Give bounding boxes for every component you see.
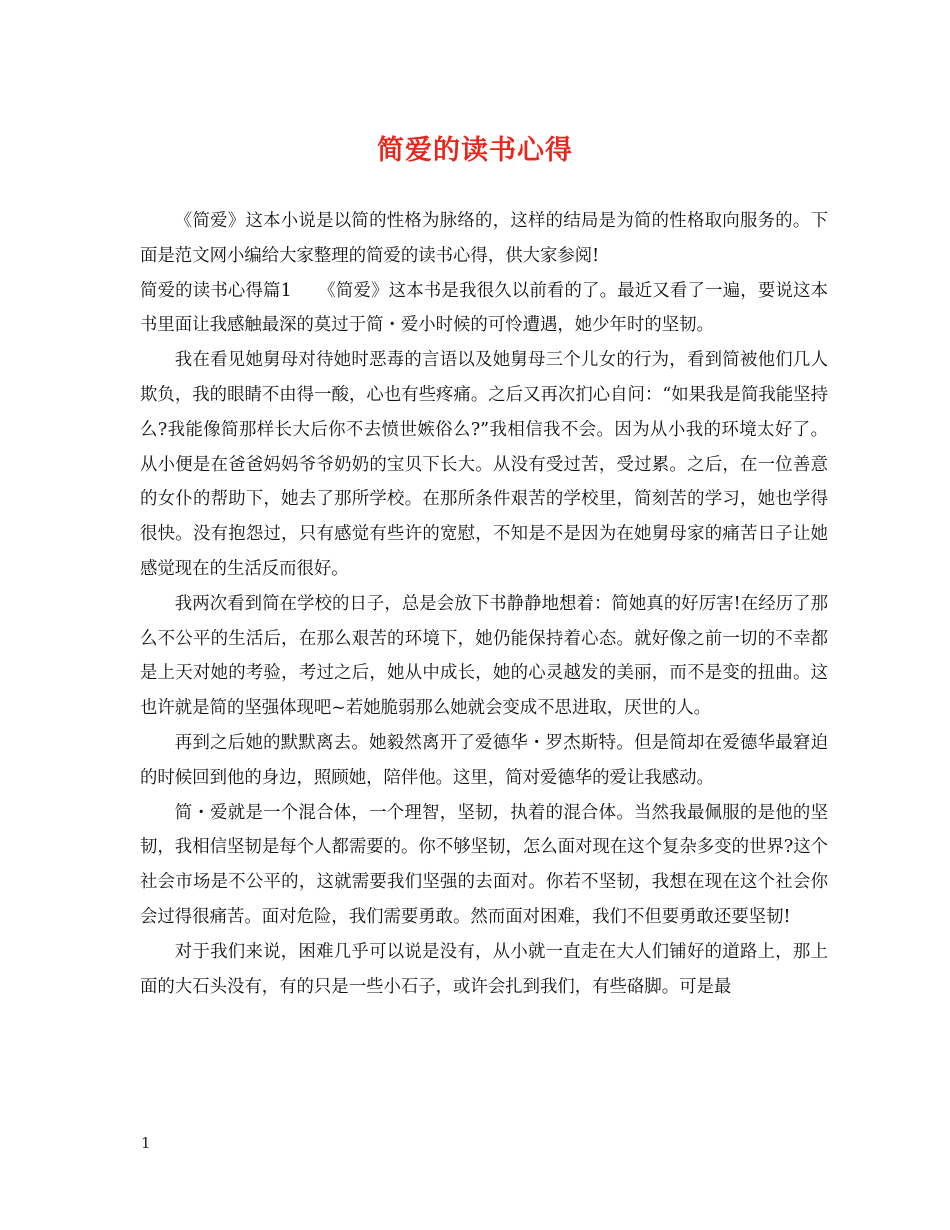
paragraph-edward: 再到之后她的默默离去。她毅然离开了爱德华・罗杰斯特。但是简却在爱德华最窘迫的时候回到他的身边，照顾她，陪伴他。这里，简对爱德华的爱让我感动。 [140,732,828,788]
page-number: 1 [141,1134,151,1152]
paragraph-aunt: 我在看见她舅母对待她时恶毒的言语以及她舅母三个儿女的行为，看到简被他们几人欺负，我的眼睛不由得一酸，心也有些疼痛。之后又再次扪心自问：“如果我是简我能坚持么?我能像简那样长大后你不去愤世嫉俗么?”我相信我不会。因为从小我的环境太好了。从小便是在爸爸妈妈爷爷奶奶的宝贝下长大。从没有受过苦，受过累。之后，在一位善意的女仆的帮助下，她去了那所学校。在那所条件艰苦的学校里，简刻苦的学习，她也学得很快。没有抱怨过，只有感觉有些许的宽慰，不知是不是因为在她舅母家的痛苦日子让她感觉现在的生活反而很好。 [140,350,828,579]
paragraph-section-1: 简爱的读书心得篇1 《简爱》这本书是我很久以前看的了。最近又看了一遍，要说这本书里面让我感触最深的莫过于简・爱小时候的可怜遭遇，她少年时的坚韧。 [140,280,828,336]
document-body [140,204,828,1004]
document-title: 简爱的读书心得 [377,135,573,166]
paragraph-difficulty: 对于我们来说，困难几乎可以说是没有，从小就一直走在大人们铺好的道路上，那上面的大石头没有，有的只是一些小石子，或许会扎到我们，有些硌脚。可是最 [140,941,828,997]
paragraph-school: 我两次看到简在学校的日子，总是会放下书静静地想着：简她真的好厉害!在经历了那么不公平的生活后，在那么艰苦的环境下，她仍能保持着心态。就好像之前一切的不幸都是上天对她的考验，考过之后，她从中成长，她的心灵越发的美丽，而不是变的扭曲。这也许就是简的坚强体现吧~若她脆弱那么她就会变成不思进取，厌世的人。 [140,593,828,719]
paragraph-intro: 《简爱》这本小说是以简的性格为脉络的，这样的结局是为简的性格取向服务的。下面是范文网小编给大家整理的简爱的读书心得，供大家参阅! [140,211,828,266]
paragraph-tenacity: 简・爱就是一个混合体，一个理智，坚韧，执着的混合体。当然我最佩服的是他的坚韧，我相信坚韧是每个人都需要的。你不够坚韧，怎么面对现在这个复杂多变的世界?这个社会市场是不公平的，这就需要我们坚强的去面对。你若不坚韧，我想在现在这个社会你会过得很痛苦。面对危险，我们需要勇敢。然而面对困难，我们不但要勇敢还要坚韧! [140,802,828,927]
